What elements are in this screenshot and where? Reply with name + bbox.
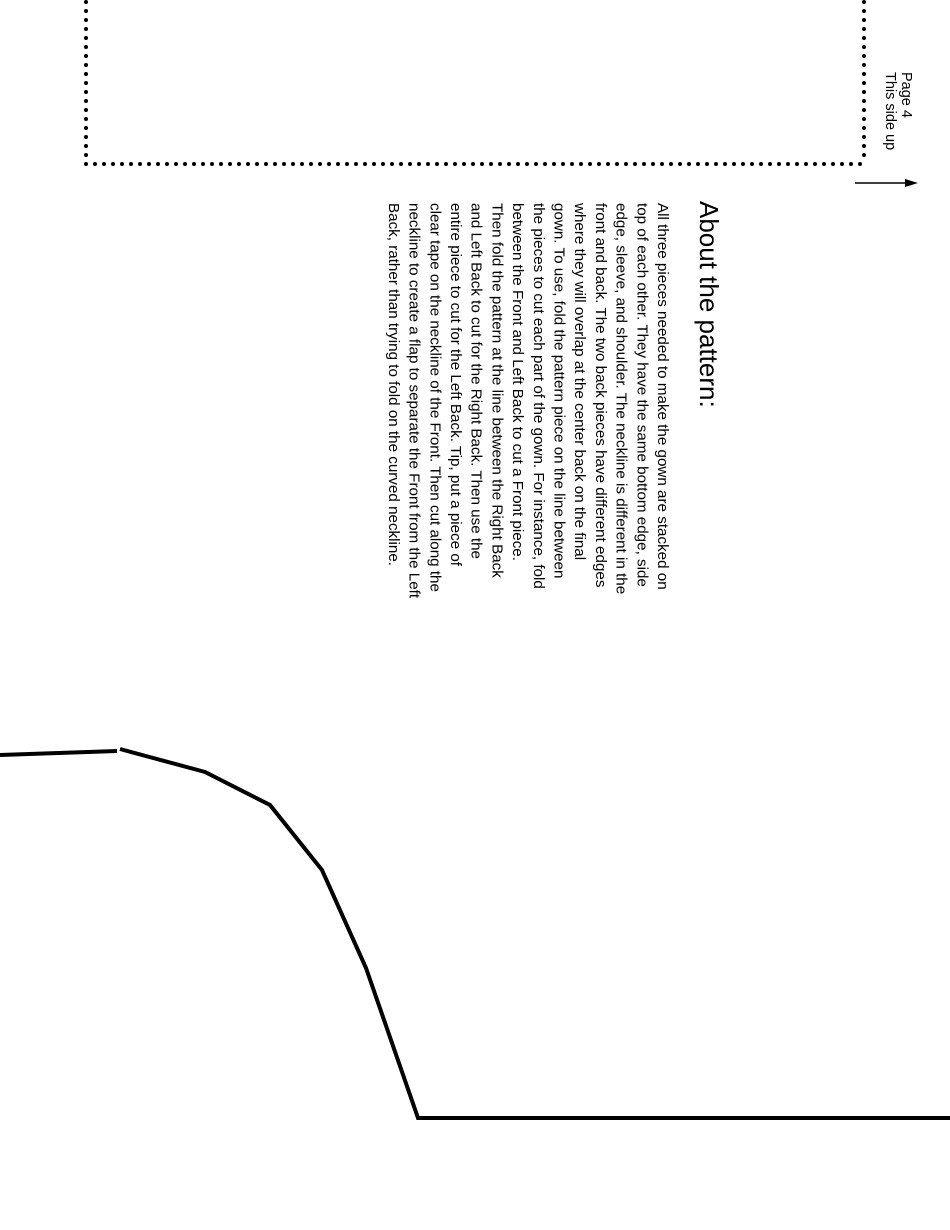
paragraph-line: where they will overlap at the center back on the final: [571, 203, 589, 561]
paragraph-line: and Left Back to cut for the Right Back. Then use the: [467, 203, 485, 559]
paragraph-line: neckline to create a flap to separate the Front from the Left: [405, 203, 423, 599]
arrow-icon: [855, 179, 918, 187]
paragraph-line: gown. To use, fold the pattern piece on the line between: [550, 203, 568, 579]
paragraph-line: Back, rather than trying to fold on the curved neckline.: [384, 203, 402, 567]
paragraph-line: the pieces to cut each part of the gown. For instance, fold: [529, 203, 547, 589]
page-label: [882, 72, 914, 150]
paragraph-line: top of each other. They have the same bottom edge, side: [633, 203, 651, 587]
about-paragraph: [382, 203, 672, 598]
dotted-border: [86, 2, 864, 164]
paragraph-line: All three pieces needed to make the gown are stacked on: [654, 203, 671, 590]
paragraph-line: Then fold the pattern at the line between the Right Back: [488, 203, 506, 578]
pattern-neckline: [120, 749, 950, 1118]
paragraph-line: clear tape on the neckline of the Front. Then cut along the: [426, 203, 444, 592]
paragraph-line: entire piece to cut for the Left Back. Tip, put a piece of: [446, 203, 464, 567]
orientation-note: This side up: [882, 72, 898, 151]
paragraph-line: between the Front and Left Back to cut a Front piece.: [509, 203, 527, 561]
page-number: Page 4: [898, 72, 914, 118]
paragraph-line: front and back. The two back pieces have different edges: [591, 203, 609, 588]
paragraph-line: edge, sleeve, and shoulder. The neckline is different in the: [612, 203, 630, 595]
pattern-cut-line: [0, 751, 117, 755]
section-title: About the pattern:: [694, 201, 724, 408]
